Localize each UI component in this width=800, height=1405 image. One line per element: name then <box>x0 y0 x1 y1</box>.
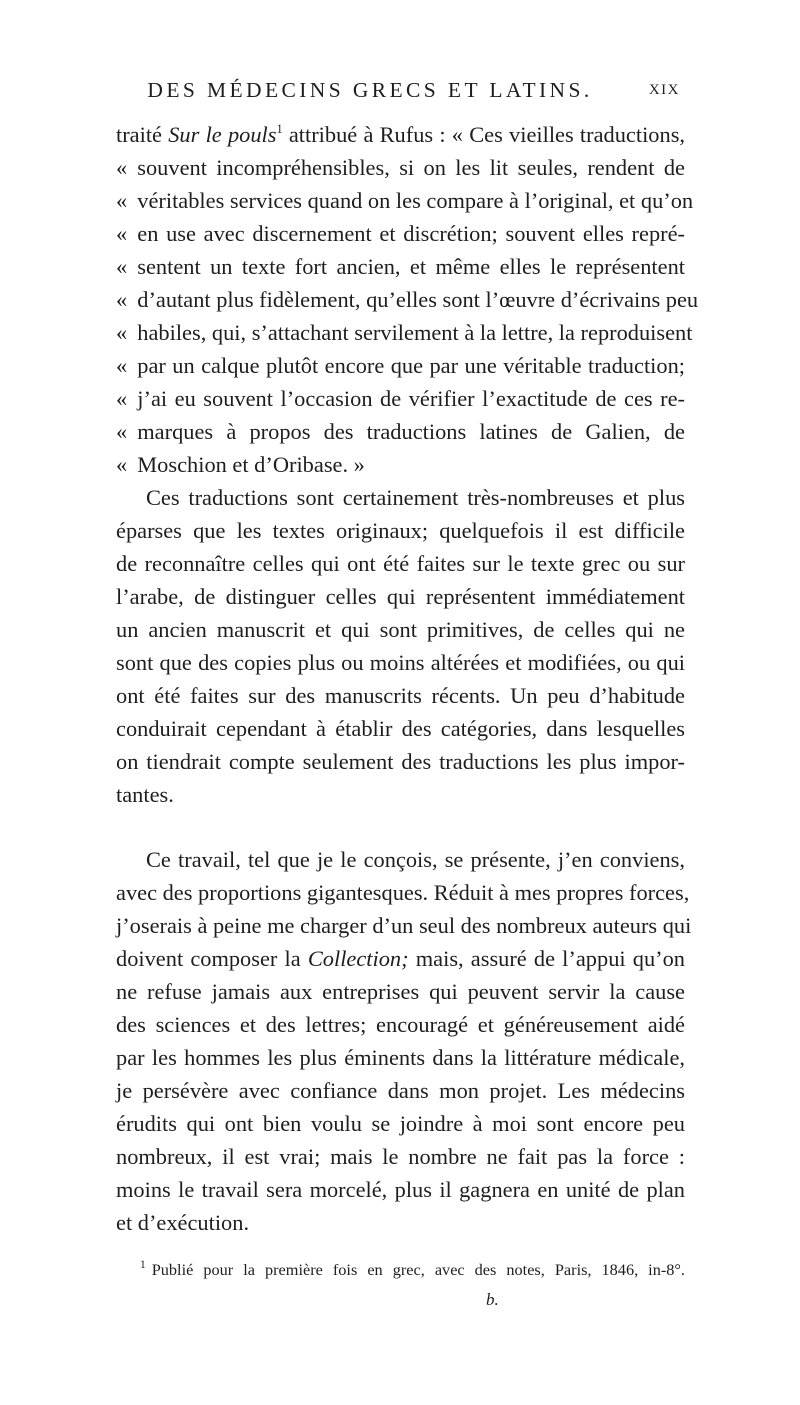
text-run: en use avec discernement et discrétion; souvent elles repré- <box>137 221 685 246</box>
footnote-mark: 1 <box>140 1259 146 1272</box>
text-line: par les hommes les plus éminents dans la littérature médicale, <box>116 1045 685 1070</box>
text-line: ont été faites sur des manuscrits récents. Un peu d’habitude <box>116 683 685 708</box>
text-run: sentent un texte fort ancien, et même elles le représentent <box>137 254 685 279</box>
text-line <box>116 217 685 250</box>
text-run: véritables services quand on les compare à l’original, et qu’on <box>137 188 694 213</box>
quote-mark: « <box>116 287 128 312</box>
quote-mark: « <box>116 155 128 180</box>
text-run: d’autant plus fidèlement, qu’elles sont l’œuvre d’écrivains peu <box>137 287 699 312</box>
text-line: ne refuse jamais aux entreprises qui peuvent servir la cause <box>116 979 685 1004</box>
text-line <box>116 349 685 382</box>
text-run: habiles, qui, s’attachant servilement à la lettre, la reproduisent <box>137 320 693 345</box>
text-run: mais, assuré de l’appui qu’on <box>408 946 685 971</box>
text-line <box>116 448 685 481</box>
text-line <box>116 250 685 283</box>
quote-mark: « <box>116 254 128 279</box>
text-run: Moschion et d’Oribase. » <box>137 452 365 477</box>
text-line: je persévère avec confiance dans mon projet. Les médecins <box>116 1078 685 1103</box>
text-line: éparses que les textes originaux; quelquefois il est difficile <box>116 518 685 543</box>
text-run: traité <box>116 122 169 147</box>
quote-mark: « <box>116 419 128 444</box>
quote-mark: « <box>116 320 128 345</box>
text-run: souvent incompréhensibles, si on les lit seules, rendent de <box>137 155 685 180</box>
text-line: et d’exécution. <box>116 1210 250 1235</box>
text-run: doivent composer la <box>116 946 308 971</box>
text-line <box>116 283 699 316</box>
text-line <box>116 118 685 151</box>
quote-mark: « <box>116 353 128 378</box>
page-number: XIX <box>648 82 680 98</box>
text-line: j’oserais à peine me charger d’un seul des nombreux auteurs qui <box>116 913 692 938</box>
footnote-text: Publié pour la première fois en grec, avec des notes, Paris, 1846, in-8°. <box>151 1260 685 1279</box>
text-line: conduirait cependant à établir des catégories, dans lesquelles <box>116 716 685 741</box>
text-line: Ce travail, tel que je le conçois, se présente, j’en conviens, <box>146 847 685 872</box>
text-line: nombreux, il est vrai; mais le nombre ne fait pas la force : <box>116 1144 685 1169</box>
quote-mark: « <box>116 188 128 213</box>
text-line <box>116 415 685 448</box>
text-line: on tiendrait compte seulement des traductions les plus impor- <box>116 749 685 774</box>
text-line: Ces traductions sont certainement très-nombreuses et plus <box>146 485 685 510</box>
text-run: marques à propos des traductions latines de Galien, de <box>137 419 685 444</box>
quote-mark: « <box>116 221 128 246</box>
text-run: par un calque plutôt encore que par une véritable traduction; <box>137 353 685 378</box>
text-line: un ancien manuscrit et qui sont primitives, de celles qui ne <box>116 617 685 642</box>
text-line: de reconnaître celles qui ont été faites sur le texte grec ou sur <box>116 551 685 576</box>
quote-mark: « <box>116 386 128 411</box>
footnote <box>140 1258 685 1282</box>
text-run: j’ai eu souvent l’occasion de vérifier l’exactitude de ces re- <box>137 386 685 411</box>
running-title: DES MÉDECINS GRECS ET LATINS. <box>147 78 593 102</box>
quote-mark: « <box>116 452 128 477</box>
text-line <box>116 382 685 415</box>
text-line: l’arabe, de distinguer celles qui représentent immédiatement <box>116 584 685 609</box>
work-title: Sur le pouls <box>168 122 277 147</box>
text-line: moins le travail sera morcelé, plus il gagnera en unité de plan <box>116 1177 685 1202</box>
text-line: érudits qui ont bien voulu se joindre à moi sont encore peu <box>116 1111 685 1136</box>
text-line <box>116 942 685 975</box>
text-run: attribué à Rufus : « Ces vieilles traductions, <box>282 122 686 147</box>
text-line <box>116 316 693 349</box>
running-head <box>120 78 680 108</box>
text-line <box>116 184 694 217</box>
text-line: des sciences et des lettres; encouragé et généreusement aidé <box>116 1012 685 1037</box>
footnote-reference: 1 <box>276 121 283 136</box>
text-line: avec des proportions gigantesques. Réduit à mes propres forces, <box>116 880 690 905</box>
text-line: tantes. <box>116 782 174 807</box>
signature-mark: b. <box>486 1290 499 1309</box>
work-title: Collection; <box>307 946 409 971</box>
text-line <box>116 151 685 184</box>
text-line: sont que des copies plus ou moins altérées et modifiées, ou qui <box>116 650 685 675</box>
